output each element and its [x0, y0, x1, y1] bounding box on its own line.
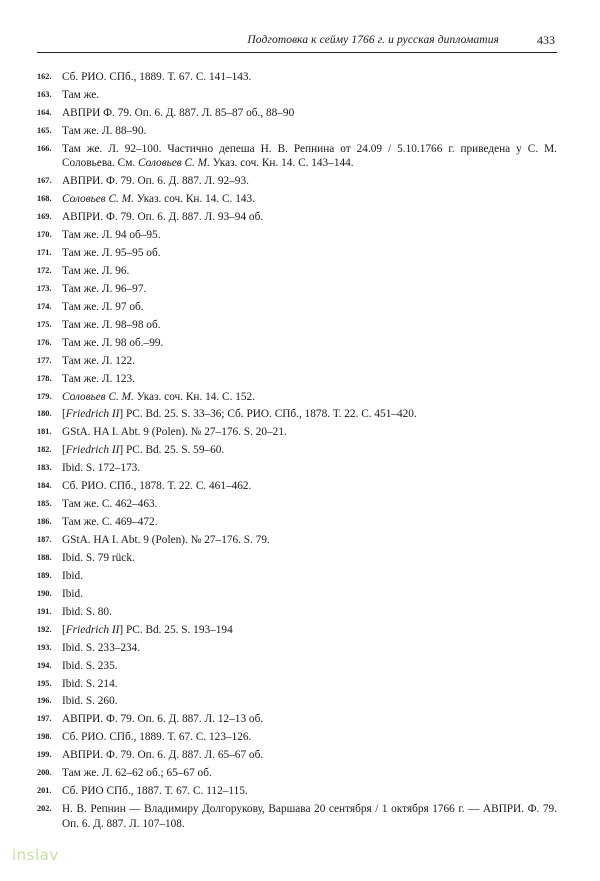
endnote-text — [62, 390, 557, 405]
endnote-item — [37, 641, 557, 656]
endnote-text-run: [ — [62, 444, 66, 457]
endnote-number: 169. — [37, 212, 52, 222]
endnote-text-run: Там же. Л. 92–100. Частично депеша Н. В. Репнина от 24.09 / 5.10.1766 г. приведена у С. М. Соловьева. См. — [62, 142, 557, 170]
endnote-text — [62, 497, 557, 512]
endnote-author-italic: Соловьев С. М. — [62, 390, 134, 403]
endnote-item — [37, 174, 557, 189]
endnote-item — [37, 246, 557, 261]
endnote-text — [62, 641, 557, 656]
endnote-number: 170. — [37, 230, 52, 240]
endnote-text — [62, 461, 557, 476]
endnote-item — [37, 425, 557, 440]
endnote-text-run: Там же. С. 462–463. — [62, 498, 158, 511]
endnote-text-run: Там же. Л. 123. — [62, 372, 136, 385]
endnote-number: 202. — [37, 804, 52, 814]
endnote-number: 163. — [37, 89, 52, 99]
endnote-item — [37, 694, 557, 709]
endnote-item — [37, 354, 557, 369]
endnote-text — [62, 318, 557, 333]
endnote-item — [37, 712, 557, 727]
endnote-text-run: Ibid. — [62, 569, 84, 582]
endnote-text-run: Сб. РИО. СПб., 1889. Т. 67. С. 123–126. — [62, 731, 252, 744]
endnote-number: 192. — [37, 624, 52, 634]
endnote-text — [62, 766, 557, 781]
endnote-text — [62, 336, 557, 351]
watermark: inslav — [12, 846, 59, 864]
endnote-text — [62, 443, 557, 458]
endnote-text — [62, 106, 557, 121]
endnote-item — [37, 443, 557, 458]
endnote-number: 171. — [37, 248, 52, 258]
endnote-item — [37, 88, 557, 103]
endnote-text — [62, 712, 557, 727]
endnote-text-run: Указ. соч. Кн. 14. С. 152. — [133, 390, 256, 403]
endnote-item — [37, 407, 557, 422]
endnote-item — [37, 372, 557, 387]
endnote-number: 178. — [37, 373, 52, 383]
endnote-item — [37, 336, 557, 351]
endnote-text-run: ] PC. Bd. 25. S. 59–60. — [119, 444, 225, 457]
endnote-number: 193. — [37, 642, 52, 652]
endnote-text-run: АВПРИ Ф. 79. Оп. 6. Д. 887. Л. 85–87 об., 88–90 — [62, 106, 295, 119]
endnote-number: 179. — [37, 391, 52, 401]
endnote-text-run: Указ. соч. Кн. 14. С. 143–144. — [209, 157, 354, 170]
endnote-number: 166. — [37, 143, 52, 153]
endnote-item — [37, 659, 557, 674]
endnote-item — [37, 730, 557, 745]
endnote-text-run: ] PC. Bd. 25. S. 33–36; Сб. РИО. СПб., 1878. Т. 22. С. 451–420. — [119, 408, 417, 421]
page-number: 433 — [537, 33, 555, 47]
endnote-number: 176. — [37, 337, 52, 347]
endnote-text — [62, 264, 557, 279]
endnote-text-run: GStA. HA I. Abt. 9 (Polen). № 27–176. S. 20–21. — [62, 426, 287, 439]
endnote-text-run: Ibid. S. 214. — [62, 677, 118, 690]
endnote-item — [37, 677, 557, 692]
endnote-author-italic: Соловьев С. М. — [62, 193, 134, 206]
endnote-number: 186. — [37, 517, 52, 527]
endnote-number: 162. — [37, 72, 52, 81]
endnote-number: 190. — [37, 588, 52, 598]
endnote-text — [62, 88, 557, 103]
endnote-text-run: АВПРИ. Ф. 79. Оп. 6. Д. 887. Л. 12–13 об. — [62, 713, 264, 726]
endnote-number: 168. — [37, 194, 52, 204]
endnote-number: 185. — [37, 499, 52, 509]
endnote-text-run: Ibid. S. 80. — [62, 605, 112, 618]
endnote-item — [37, 802, 557, 831]
endnote-item — [37, 569, 557, 584]
endnote-text-run: Ibid. — [62, 587, 84, 600]
endnote-item — [37, 605, 557, 620]
endnote-text-run: Сб. РИО. СПб., 1889. Т. 67. С. 141–143. — [62, 71, 252, 83]
endnote-text — [62, 228, 557, 243]
endnote-text-run: Там же. Л. 96. — [62, 264, 130, 277]
endnote-number: 181. — [37, 427, 52, 437]
endnote-item — [37, 748, 557, 763]
endnote-text — [62, 533, 557, 548]
endnote-item — [37, 282, 557, 297]
endnote-text — [62, 694, 557, 709]
endnote-number: 200. — [37, 768, 52, 778]
endnote-text — [62, 407, 557, 422]
endnote-text-run: Ibid. S. 172–173. — [62, 462, 141, 475]
endnote-number: 180. — [37, 409, 52, 419]
endnote-item — [37, 479, 557, 494]
endnote-text-run: АВПРИ. Ф. 79. Оп. 6. Д. 887. Л. 65–67 об. — [62, 749, 264, 762]
endnote-item — [37, 515, 557, 530]
endnote-item — [37, 142, 557, 171]
endnote-text — [62, 748, 557, 763]
endnote-item — [37, 784, 557, 799]
endnote-number: 172. — [37, 265, 52, 275]
endnote-number: 182. — [37, 445, 52, 455]
endnote-text — [62, 551, 557, 566]
endnote-number: 167. — [37, 176, 52, 186]
endnote-number: 164. — [37, 107, 52, 117]
endnote-text — [62, 246, 557, 261]
endnote-author-italic: Friedrich II — [65, 623, 120, 636]
endnote-text-run: Ibid. S. 233–234. — [62, 641, 141, 654]
endnote-item — [37, 766, 557, 781]
endnote-text-run: Там же. Л. 96–97. — [62, 282, 147, 295]
endnote-item — [37, 318, 557, 333]
endnote-text-run: Там же. Л. 98 об.–99. — [62, 336, 164, 349]
endnote-text-run: Там же. — [62, 88, 100, 101]
endnote-item — [37, 461, 557, 476]
endnote-item — [37, 551, 557, 566]
endnote-text-run: Там же. Л. 62–62 об.; 65–67 об. — [62, 767, 212, 780]
endnote-item — [37, 124, 557, 139]
endnote-text-run: Там же. Л. 122. — [62, 354, 136, 367]
endnote-text-run: Сб. РИО. СПб., 1878. Т. 22. С. 461–462. — [62, 480, 252, 493]
endnote-text — [62, 479, 557, 494]
endnote-text-run: Ibid. S. 79 rück. — [62, 551, 135, 564]
endnote-text — [62, 730, 557, 745]
endnote-number: 194. — [37, 660, 52, 670]
endnote-text — [62, 605, 557, 620]
endnote-text-run: [ — [62, 408, 66, 421]
endnote-item — [37, 390, 557, 405]
endnote-number: 188. — [37, 552, 52, 562]
endnote-number: 196. — [37, 696, 52, 706]
endnote-text — [62, 124, 557, 139]
endnote-text — [62, 677, 557, 692]
endnote-text-run: [ — [62, 623, 66, 636]
endnote-text — [62, 784, 557, 799]
endnote-text-run: Там же. Л. 95–95 об. — [62, 247, 161, 260]
endnote-text — [62, 192, 557, 207]
endnote-number: 187. — [37, 535, 52, 545]
endnote-item — [37, 497, 557, 512]
endnote-text — [62, 174, 557, 189]
endnote-item — [37, 587, 557, 602]
endnote-number: 199. — [37, 750, 52, 760]
endnote-item — [37, 70, 557, 85]
endnote-text-run: Ibid. S. 235. — [62, 659, 118, 672]
endnote-text — [62, 569, 557, 584]
endnote-text-run: ] PC. Bd. 25. S. 193–194 — [119, 623, 233, 636]
endnote-text-run: GStA. HA I. Abt. 9 (Polen). № 27–176. S. 79. — [62, 534, 270, 547]
endnote-author-italic: Соловьев С. М. — [138, 157, 210, 170]
endnote-item — [37, 533, 557, 548]
endnote-text — [62, 142, 557, 171]
endnote-text — [62, 372, 557, 387]
endnote-number: 184. — [37, 481, 52, 491]
endnote-text — [62, 659, 557, 674]
running-title: Подготовка к сейму 1766 г. и русская дипломатия — [247, 34, 499, 46]
endnote-item — [37, 210, 557, 225]
endnote-text — [62, 282, 557, 297]
endnote-item — [37, 264, 557, 279]
endnote-text-run: АВПРИ. Ф. 79. Оп. 6. Д. 887. Л. 92–93. — [62, 175, 249, 188]
endnote-number: 175. — [37, 319, 52, 329]
endnote-author-italic: Friedrich II — [65, 408, 120, 421]
endnote-text — [62, 425, 557, 440]
endnote-text-run: Там же. С. 469–472. — [62, 516, 158, 529]
endnote-text-run: Там же. Л. 94 об–95. — [62, 229, 161, 242]
endnote-text-run: Там же. Л. 88–90. — [62, 124, 147, 137]
endnote-item — [37, 300, 557, 315]
endnote-text — [62, 70, 557, 85]
endnote-number: 177. — [37, 355, 52, 365]
endnotes-list — [37, 70, 557, 835]
endnote-number: 165. — [37, 125, 52, 135]
endnote-item — [37, 623, 557, 638]
endnote-text — [62, 623, 557, 638]
endnote-number: 191. — [37, 606, 52, 616]
endnote-text-run: Сб. РИО СПб., 1887. Т. 67. С. 112–115. — [62, 785, 248, 798]
endnote-text-run: Н. В. Репнин — Владимиру Долгорукову, Варшава 20 сентября / 1 октября 1766 г. — АВПРИ. Ф. 79. Оп. 6. Д. 887. Л. 107–108. — [62, 803, 557, 830]
endnote-number: 174. — [37, 301, 52, 311]
endnote-text — [62, 802, 557, 831]
endnote-number: 198. — [37, 732, 52, 742]
endnote-text-run: АВПРИ. Ф. 79. Оп. 6. Д. 887. Л. 93–94 об. — [62, 211, 264, 224]
endnote-text — [62, 300, 557, 315]
endnote-text-run: Там же. Л. 97 об. — [62, 300, 144, 313]
endnote-author-italic: Friedrich II — [65, 444, 120, 457]
endnote-text — [62, 354, 557, 369]
endnote-number: 201. — [37, 786, 52, 796]
endnote-text — [62, 587, 557, 602]
endnote-text — [62, 515, 557, 530]
endnote-number: 197. — [37, 714, 52, 724]
endnote-number: 183. — [37, 463, 52, 473]
endnote-text-run: Там же. Л. 98–98 об. — [62, 318, 161, 331]
endnote-number: 173. — [37, 283, 52, 293]
endnote-text — [62, 210, 557, 225]
endnote-text-run: Ibid. S. 260. — [62, 695, 118, 708]
endnote-number: 195. — [37, 678, 52, 688]
running-header — [37, 28, 557, 53]
endnote-item — [37, 192, 557, 207]
endnote-item — [37, 228, 557, 243]
endnote-number: 189. — [37, 570, 52, 580]
endnote-text-run: Указ. соч. Кн. 14. С. 143. — [133, 193, 256, 206]
endnote-item — [37, 106, 557, 121]
